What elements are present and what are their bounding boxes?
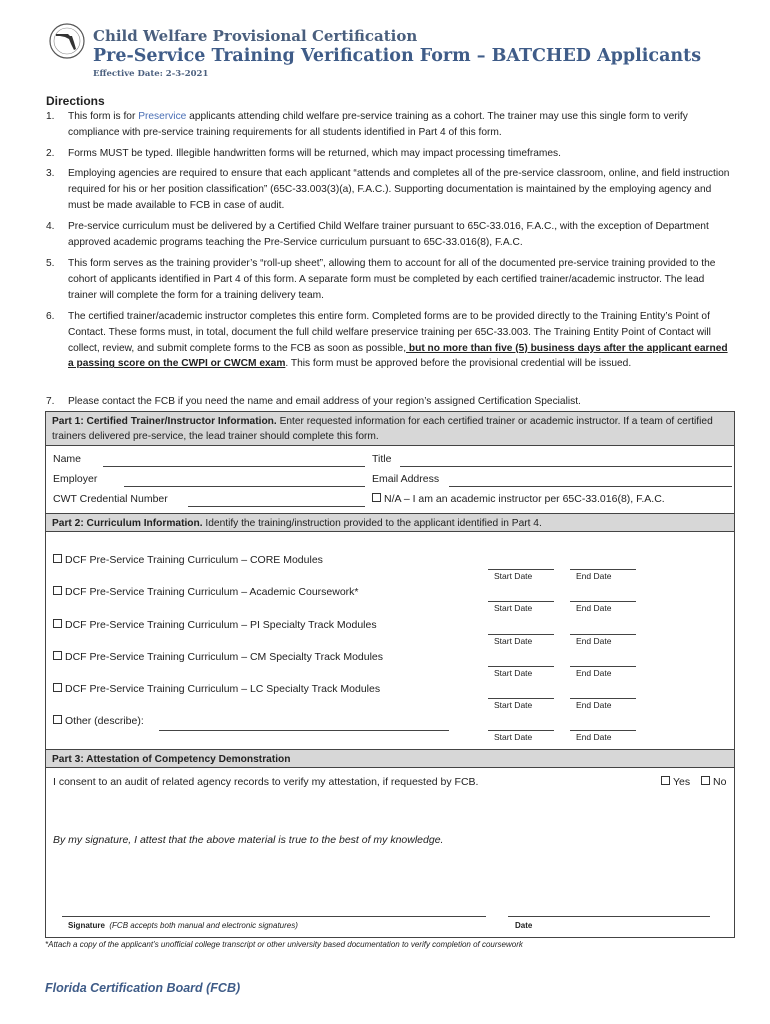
- curriculum-label: DCF Pre-Service Training Curriculum – CM Specialty Track Modules: [65, 651, 384, 663]
- direction-item-7: [46, 394, 734, 410]
- item-number: 5.: [46, 258, 55, 269]
- item-text: This form is for: [68, 111, 139, 122]
- signature-field[interactable]: [62, 916, 486, 917]
- curriculum-other[interactable]: [53, 715, 144, 727]
- na-option[interactable]: [372, 493, 665, 505]
- item-number: 6.: [46, 311, 55, 322]
- item-text-cont: . This form must be approved before the provisional credential will be issued.: [285, 358, 632, 370]
- checkbox-icon[interactable]: [53, 554, 62, 563]
- checkbox-icon[interactable]: [53, 586, 62, 595]
- item-text: Pre-service curriculum must be delivered by a Certified Child Welfare trainer pursuant to 65C-33.016, F.A.C., with the exception of Department approved academic programs teaching the Pre-Service curriculum pursuant to 65C-33.016(8), F.A.C.: [68, 221, 709, 248]
- item-number: 7.: [46, 396, 55, 407]
- item-text: Please contact the FCB if you need the name and email address of your region’s assigned Certification Specialist.: [68, 396, 581, 407]
- part3-title: Part 3: Attestation of Competency Demonstration: [52, 754, 291, 765]
- curriculum-academic[interactable]: [53, 586, 359, 598]
- item-text-cont: applicants attending child welfare pre-service training as a cohort. The trainer may use this single form to verify compliance with pre-service training requirements for all students identified in Part 4 of this form.: [68, 111, 688, 138]
- end-date-field[interactable]: [570, 666, 636, 667]
- end-date-field[interactable]: [570, 569, 636, 570]
- item-text: The certified trainer/academic instructor completes this entire form. Completed forms are to be provided directly to the Training Entity’s Point of Contact. These forms must, in total, document the full child welfare preservice training per 65C-33.003. The Training Entity Point of Contact will collect, review, and submit complete forms to the FCB as soon as possible,: [68, 311, 711, 354]
- item-number: 1.: [46, 111, 55, 122]
- end-date-label: End Date: [576, 636, 612, 646]
- item-number: 2.: [46, 148, 55, 159]
- end-date-label: End Date: [576, 668, 612, 678]
- direction-item-6: [46, 309, 734, 372]
- signature-label-group: [68, 921, 298, 930]
- end-date-field[interactable]: [570, 601, 636, 602]
- title-label: Title: [372, 453, 392, 465]
- part2-header: [46, 513, 734, 532]
- end-date-field[interactable]: [570, 698, 636, 699]
- item-text: This form serves as the training provider’s “roll-up sheet”, allowing them to account for all of the documented pre-service training provided to the cohort of applicants identified in Part 4 of this form. A separate form must be completed by each certified trainer/academic instructor. The lead trainer will complete the form for a training delivery team.: [68, 258, 716, 301]
- consent-no[interactable]: [701, 776, 726, 788]
- direction-item-4: [46, 219, 734, 251]
- curriculum-label: Other (describe):: [65, 715, 144, 727]
- email-field[interactable]: [449, 486, 732, 487]
- end-date-label: End Date: [576, 732, 612, 742]
- checkbox-icon[interactable]: [53, 619, 62, 628]
- checkbox-icon[interactable]: [53, 651, 62, 660]
- item-number: 3.: [46, 168, 55, 179]
- direction-item-2: [46, 146, 734, 162]
- consent-text: I consent to an audit of related agency records to verify my attestation, if requested by FCB.: [53, 776, 479, 788]
- date-label: Date: [515, 921, 533, 930]
- date-field[interactable]: [508, 916, 710, 917]
- florida-seal-icon: [48, 22, 86, 60]
- employer-field[interactable]: [124, 486, 365, 487]
- deadline-emphasis: but no more than five (5) business days after the applicant earned a passing score on the CWPI or CWCM exam: [68, 342, 728, 370]
- consent-yes[interactable]: [661, 776, 690, 788]
- start-date-field[interactable]: [488, 666, 554, 667]
- part1-title: Part 1: Certified Trainer/Instructor Information.: [52, 416, 277, 427]
- signature-label: Signature: [68, 921, 105, 930]
- checkbox-icon[interactable]: [53, 715, 62, 724]
- no-label: No: [713, 776, 727, 788]
- start-date-label: Start Date: [494, 636, 533, 646]
- part3-header: [46, 749, 734, 768]
- start-date-field[interactable]: [488, 569, 554, 570]
- start-date-field[interactable]: [488, 634, 554, 635]
- form-title: Pre-Service Training Verification Form – BATCHED Applicants: [93, 46, 702, 66]
- form-box: [45, 411, 735, 938]
- yes-label: Yes: [673, 776, 691, 788]
- item-number: 4.: [46, 221, 55, 232]
- checkbox-icon[interactable]: [701, 776, 710, 785]
- end-date-label: End Date: [576, 571, 612, 581]
- curriculum-core[interactable]: [53, 554, 323, 566]
- checkbox-icon[interactable]: [661, 776, 670, 785]
- curriculum-cm[interactable]: [53, 651, 383, 663]
- cwt-credential-field[interactable]: [188, 506, 365, 507]
- attestation-text: By my signature, I attest that the above material is true to the best of my knowledge.: [53, 834, 444, 846]
- curriculum-lc[interactable]: [53, 683, 380, 695]
- start-date-label: Start Date: [494, 732, 533, 742]
- other-describe-field[interactable]: [159, 730, 449, 731]
- email-label: Email Address: [372, 473, 440, 485]
- end-date-field[interactable]: [570, 634, 636, 635]
- footer-org-name: Florida Certification Board (FCB): [45, 981, 241, 995]
- end-date-label: End Date: [576, 700, 612, 710]
- end-date-field[interactable]: [570, 730, 636, 731]
- cwt-label: CWT Credential Number: [53, 493, 168, 505]
- start-date-label: Start Date: [494, 668, 533, 678]
- title-field[interactable]: [400, 466, 732, 467]
- part2-title: Part 2: Curriculum Information.: [52, 518, 203, 529]
- employer-label: Employer: [53, 473, 98, 485]
- signature-note: (FCB accepts both manual and electronic signatures): [109, 921, 298, 930]
- start-date-label: Start Date: [494, 603, 533, 613]
- name-field[interactable]: [103, 466, 365, 467]
- start-date-label: Start Date: [494, 571, 533, 581]
- preservice-highlight: Preservice: [138, 111, 187, 122]
- effective-date: Effective Date: 2-3-2021: [93, 69, 209, 79]
- direction-item-5: [46, 256, 734, 303]
- name-label: Name: [53, 453, 82, 465]
- item-text: Forms MUST be typed. Illegible handwritten forms will be returned, which may impact processing timeframes.: [68, 148, 561, 159]
- curriculum-label: DCF Pre-Service Training Curriculum – LC Specialty Track Modules: [65, 683, 381, 695]
- na-label: N/A – I am an academic instructor per 65C-33.016(8), F.A.C.: [384, 493, 665, 505]
- curriculum-label: DCF Pre-Service Training Curriculum – CORE Modules: [65, 554, 323, 566]
- org-title: Child Welfare Provisional Certification: [93, 27, 418, 45]
- checkbox-icon[interactable]: [53, 683, 62, 692]
- direction-item-1: [46, 109, 734, 141]
- start-date-field[interactable]: [488, 730, 554, 731]
- curriculum-label: DCF Pre-Service Training Curriculum – Academic Coursework*: [65, 586, 359, 598]
- curriculum-label: DCF Pre-Service Training Curriculum – PI Specialty Track Modules: [65, 619, 377, 631]
- curriculum-pi[interactable]: [53, 619, 377, 631]
- checkbox-icon[interactable]: [372, 493, 381, 502]
- part1-header: [46, 412, 734, 446]
- item-text: Employing agencies are required to ensure that each applicant “attends and completes all of the pre-service classroom, online, and field instruction required for his or her position classification” (65C-33.003(3)(a), F.A.C.). Supporting documentation is maintained by the employing agency and must be made available to FCB in case of audit.: [68, 168, 730, 211]
- footnote: *Attach a copy of the applicant’s unofficial college transcript or other university based documentation to verify completion of coursework: [45, 940, 523, 949]
- end-date-label: End Date: [576, 603, 612, 613]
- part1-desc: Enter requested information for each certified trainer or academic instructor. If a team of certified trainers delivered pre-service, the lead trainer should complete this form.: [52, 416, 713, 442]
- start-date-label: Start Date: [494, 700, 533, 710]
- part2-desc: Identify the training/instruction provided to the applicant identified in Part 4.: [202, 518, 542, 529]
- directions-heading: Directions: [46, 94, 105, 108]
- direction-item-3: [46, 166, 734, 213]
- start-date-field[interactable]: [488, 698, 554, 699]
- start-date-field[interactable]: [488, 601, 554, 602]
